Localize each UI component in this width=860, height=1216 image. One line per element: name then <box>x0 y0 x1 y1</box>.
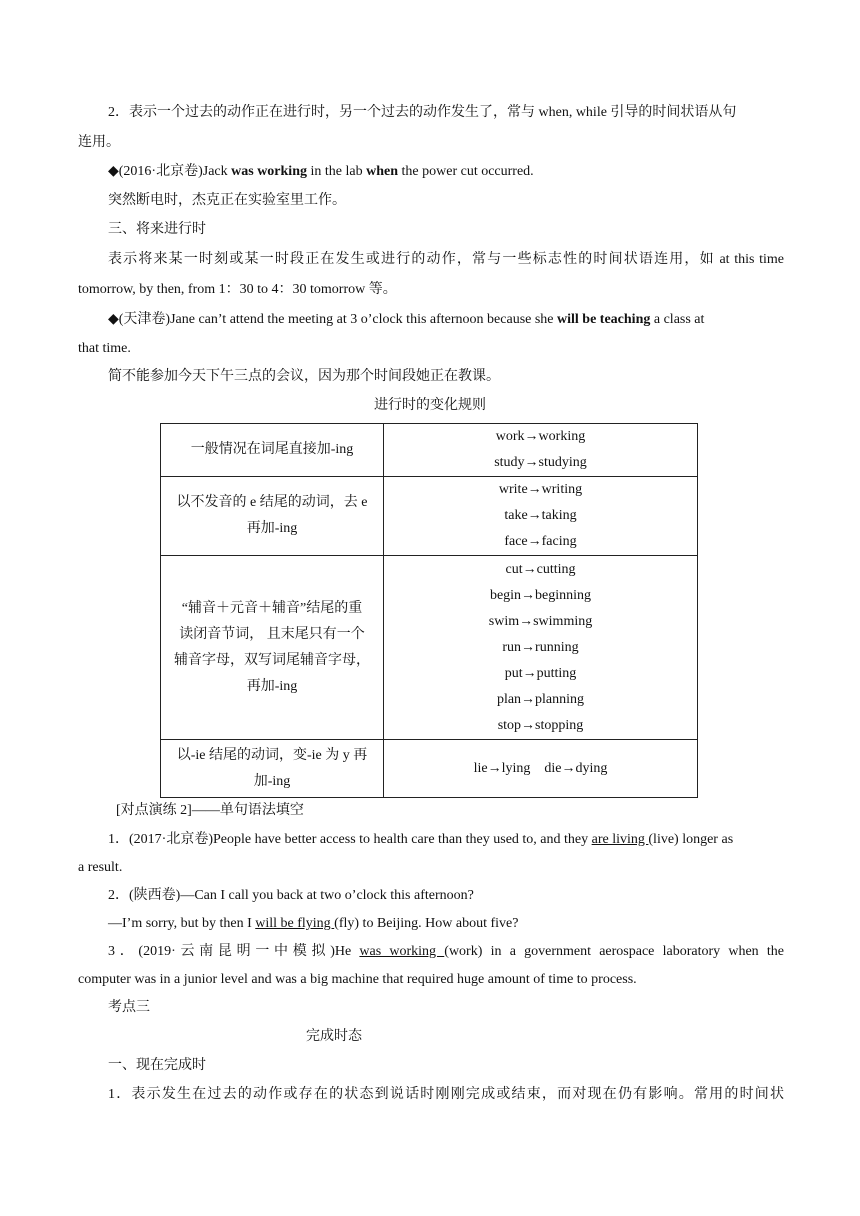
rule-text: 再加-ing <box>246 521 298 536</box>
example-word: face→facing <box>504 534 577 549</box>
example-sentence-1: ◆(2016·北京卷)Jack was working in the lab when the power cut occurred. <box>108 164 534 179</box>
rule-text: 一般情况在词尾直接加-ing <box>190 442 354 457</box>
examples-cell <box>384 424 698 477</box>
example-word: write→writing <box>498 482 583 497</box>
section-heading-present-perfect: 一、现在完成时 <box>108 1058 206 1073</box>
progressive-rules-table <box>160 423 698 798</box>
kaodian-3-label: 考点三 <box>108 1000 150 1015</box>
rule-text: 以不发音的 e 结尾的动词，去 e <box>176 495 368 510</box>
example-word: run→running <box>502 639 579 655</box>
example-translation-1: 突然断电时，杰克正在实验室里工作。 <box>108 193 346 208</box>
table-row <box>161 556 698 740</box>
table-row <box>161 477 698 556</box>
table-row <box>161 424 698 477</box>
example-word: study→studying <box>494 455 587 470</box>
example-word: begin→beginning <box>489 587 592 603</box>
question-1-line1: 1．(2017·北京卷)People have better access to health care than they used to, and they are living (live) longer as <box>108 832 734 847</box>
example-word: plan→planning <box>496 691 585 707</box>
example-word: stop→stopping <box>497 717 584 733</box>
example-word: lie→lying die→dying <box>473 760 608 776</box>
question-2-line1: 2．(陕西卷)—Can I call you back at two o’clock this afternoon? <box>108 888 474 903</box>
example-word: cut→cutting <box>505 561 576 577</box>
rule-cell <box>161 424 384 477</box>
question-1-line2: a result. <box>78 860 123 875</box>
question-2-line2: —I’m sorry, but by then I will be flying (fly) to Beijing. How about five? <box>108 916 519 931</box>
example-sentence-2-line1: ◆(天津卷)Jane can’t attend the meeting at 3 o’clock this afternoon because she will be teaching a class at <box>108 312 705 327</box>
answer-blank: are living <box>591 832 649 847</box>
rule-cell <box>161 556 384 740</box>
paragraph-past-progressive-2-line2: 连用。 <box>78 135 120 150</box>
drill-title: [对点演练 2]——单句语法填空 <box>116 803 304 818</box>
table-row <box>161 740 698 798</box>
table-title: 进行时的变化规则 <box>374 398 486 413</box>
examples-cell <box>384 477 698 556</box>
example-word: take→taking <box>504 508 577 523</box>
rule-text: 读闭音节词， 且末尾只有一个 <box>179 626 365 642</box>
paragraph-past-progressive-2-line1: 2．表示一个过去的动作正在进行时，另一个过去的动作发生了，常与 when, while 引导的时间状语从句 <box>108 105 737 120</box>
paragraph-future-progressive-line1: 表示将来某一时刻或某一时段正在发生或进行的动作，常与一些标志性的时间状语连用，如 at this time <box>108 252 784 267</box>
example-word: work→working <box>495 429 586 444</box>
section-heading-future-progressive: 三、将来进行时 <box>108 222 206 237</box>
examples-cell <box>384 556 698 740</box>
rule-text: 加-ing <box>253 773 291 789</box>
example-word: swim→swimming <box>488 613 593 629</box>
kaodian-3-title: 完成时态 <box>306 1029 362 1044</box>
rule-text: 辅音字母，双写词尾辅音字母， <box>174 652 370 668</box>
example-translation-2: 简不能参加今天下午三点的会议，因为那个时间段她正在教课。 <box>108 369 500 384</box>
rule-text: 以-ie 结尾的动词，变-ie 为 y 再 <box>176 747 368 763</box>
question-3-line2: computer was in a junior level and was a big machine that required huge amount of time to process. <box>78 972 637 987</box>
paragraph-present-perfect-line1: 1．表示发生在过去的动作或存在的状态到说话时刚刚完成或结束，而对现在仍有影响。常用的时间状 <box>108 1087 784 1102</box>
rule-cell <box>161 740 384 798</box>
rule-cell <box>161 477 384 556</box>
example-sentence-2-line2: that time. <box>78 341 131 356</box>
examples-cell <box>384 740 698 798</box>
question-3-line1: 3．(2019·云南昆明一中模拟)He was working (work) in a government aerospace laboratory when the <box>108 944 784 959</box>
answer-blank: was working <box>359 944 445 959</box>
rule-text: 再加-ing <box>246 678 298 694</box>
paragraph-future-progressive-line2: tomorrow, by then, from 1：30 to 4：30 tomorrow 等。 <box>78 282 397 297</box>
rule-text: “辅音＋元音＋辅音”结尾的重 <box>181 600 363 616</box>
example-word: put→putting <box>504 665 577 681</box>
answer-blank: will be flying <box>255 916 335 931</box>
